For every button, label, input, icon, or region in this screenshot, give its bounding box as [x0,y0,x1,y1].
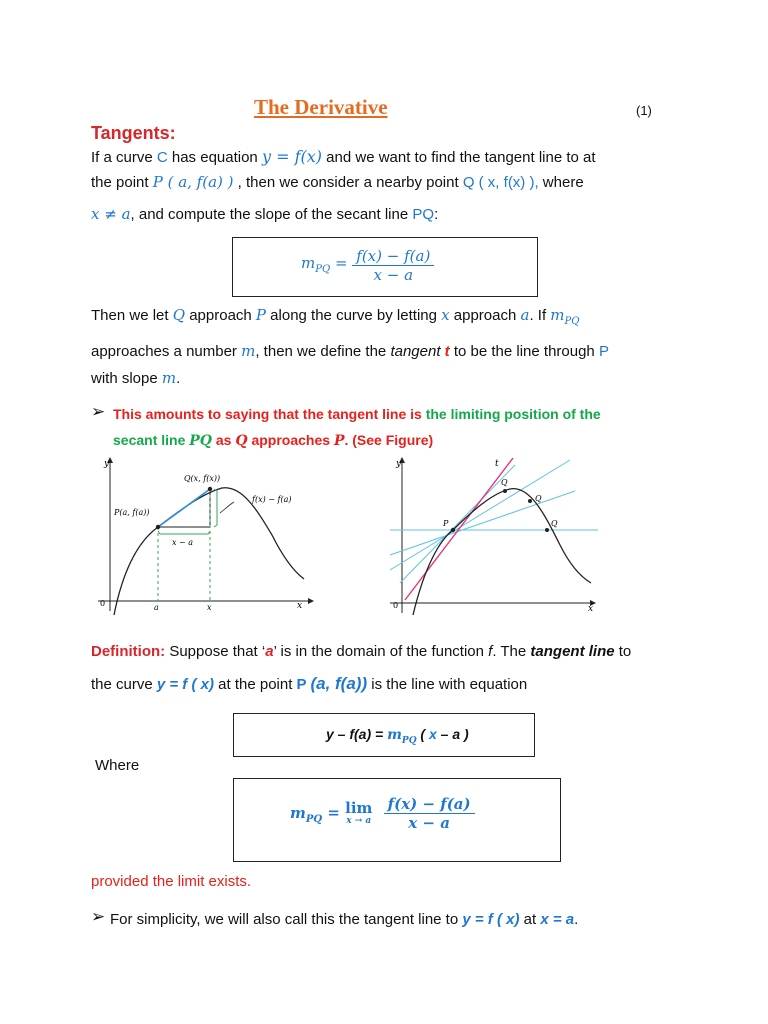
label-P: P(a, f(a)) [114,508,150,517]
bullet1-line-2: secant line PQ as Q approaches P. (See Figure) [113,432,434,449]
tangents-line-2: the point P ( a, f(a) ) , then we consider a nearby point Q ( x, f(x) ), where [91,173,584,191]
tangent-line [405,458,513,600]
point-Q1 [503,489,507,493]
definition-line-1: Definition: Suppose that ‘a’ is in the domain of the function f. The tangent line to [91,643,632,660]
tangent-equation-box [233,713,535,757]
curve [413,489,594,615]
figure-limiting-tangent [385,455,600,615]
tick-label-x: x [207,603,212,612]
secant-near [400,465,515,583]
point-Q2 [528,499,532,503]
diff-pointer [220,502,234,513]
page-number: (1) [636,103,652,118]
secant-far [390,460,570,570]
tangents-line-3: x ≠ a, and compute the slope of the secant line PQ: [91,205,439,223]
figure-secant-line [92,455,317,615]
label-Q2: Q [535,494,542,503]
run-bracket [158,531,210,534]
secant-slope-formula-box [232,237,538,297]
provided-note: provided the limit exists. [91,873,252,890]
where-label: Where [95,757,140,774]
label-Q: Q(x, f(x)) [184,474,221,483]
point-P [156,525,160,529]
label-x: x [588,604,594,614]
secant-slope-formula: $m_{PQ}$ = $\frac{f(x) - f(a)}{x - a}$ [301,247,434,284]
label-origin: 0 [100,599,106,608]
point-Q3 [545,528,549,532]
bullet2-line: For simplicity, we will also call this the tangent line to y = f ( x) at x = a. [110,911,579,928]
curve [114,488,304,615]
label-difference: f(x) − f(a) [252,495,292,504]
para2-line-3: with slope m. [91,369,181,387]
label-P: P [443,519,449,528]
secant-mid [390,491,575,555]
secant-line [158,489,210,527]
label-origin: 0 [393,601,399,610]
bullet1-line-1: This amounts to saying that the tangent line is the limiting position of the [113,406,601,422]
section-heading-tangents: Tangents: [91,123,176,143]
tangents-line-1: If a curve C has equation y = f(x) and we want to find the tangent line to at [91,147,596,166]
label-Q1: Q [501,478,508,487]
label-y: y [104,459,110,469]
label-y: y [396,459,402,469]
rise-bracket [214,489,217,527]
limit-formula-box [233,778,561,862]
limit-formula: $m_{PQ}$ = lim x → a $\frac{f(x) - f(a)}{x - a}$ [290,795,475,832]
bullet-arrow-icon: ➢ [91,402,106,421]
point-Q [208,487,212,491]
tangent-equation: $y - f(a) = m_{PQ}$ ( x – a ) [326,726,469,746]
tick-label-a: a [154,603,159,612]
label-x: x [297,601,303,611]
definition-line-2: the curve y = f ( x) at the point P (a, f(a)) is the line with equation [91,674,528,693]
bullet-arrow-icon: ➢ [91,907,106,926]
label-Q3: Q [551,519,558,528]
para2-line-1: Then we let Q approach P along the curve by letting x approach a. If $m_{PQ}$ [91,306,580,327]
x-axis-arrow [308,598,314,604]
label-t: t [495,459,499,469]
page-title: The Derivative [254,95,388,119]
label-run: x − a [172,538,194,547]
para2-line-2: approaches a number m, then we define the tangent t to be the line through P [91,342,609,360]
point-P [451,528,455,532]
